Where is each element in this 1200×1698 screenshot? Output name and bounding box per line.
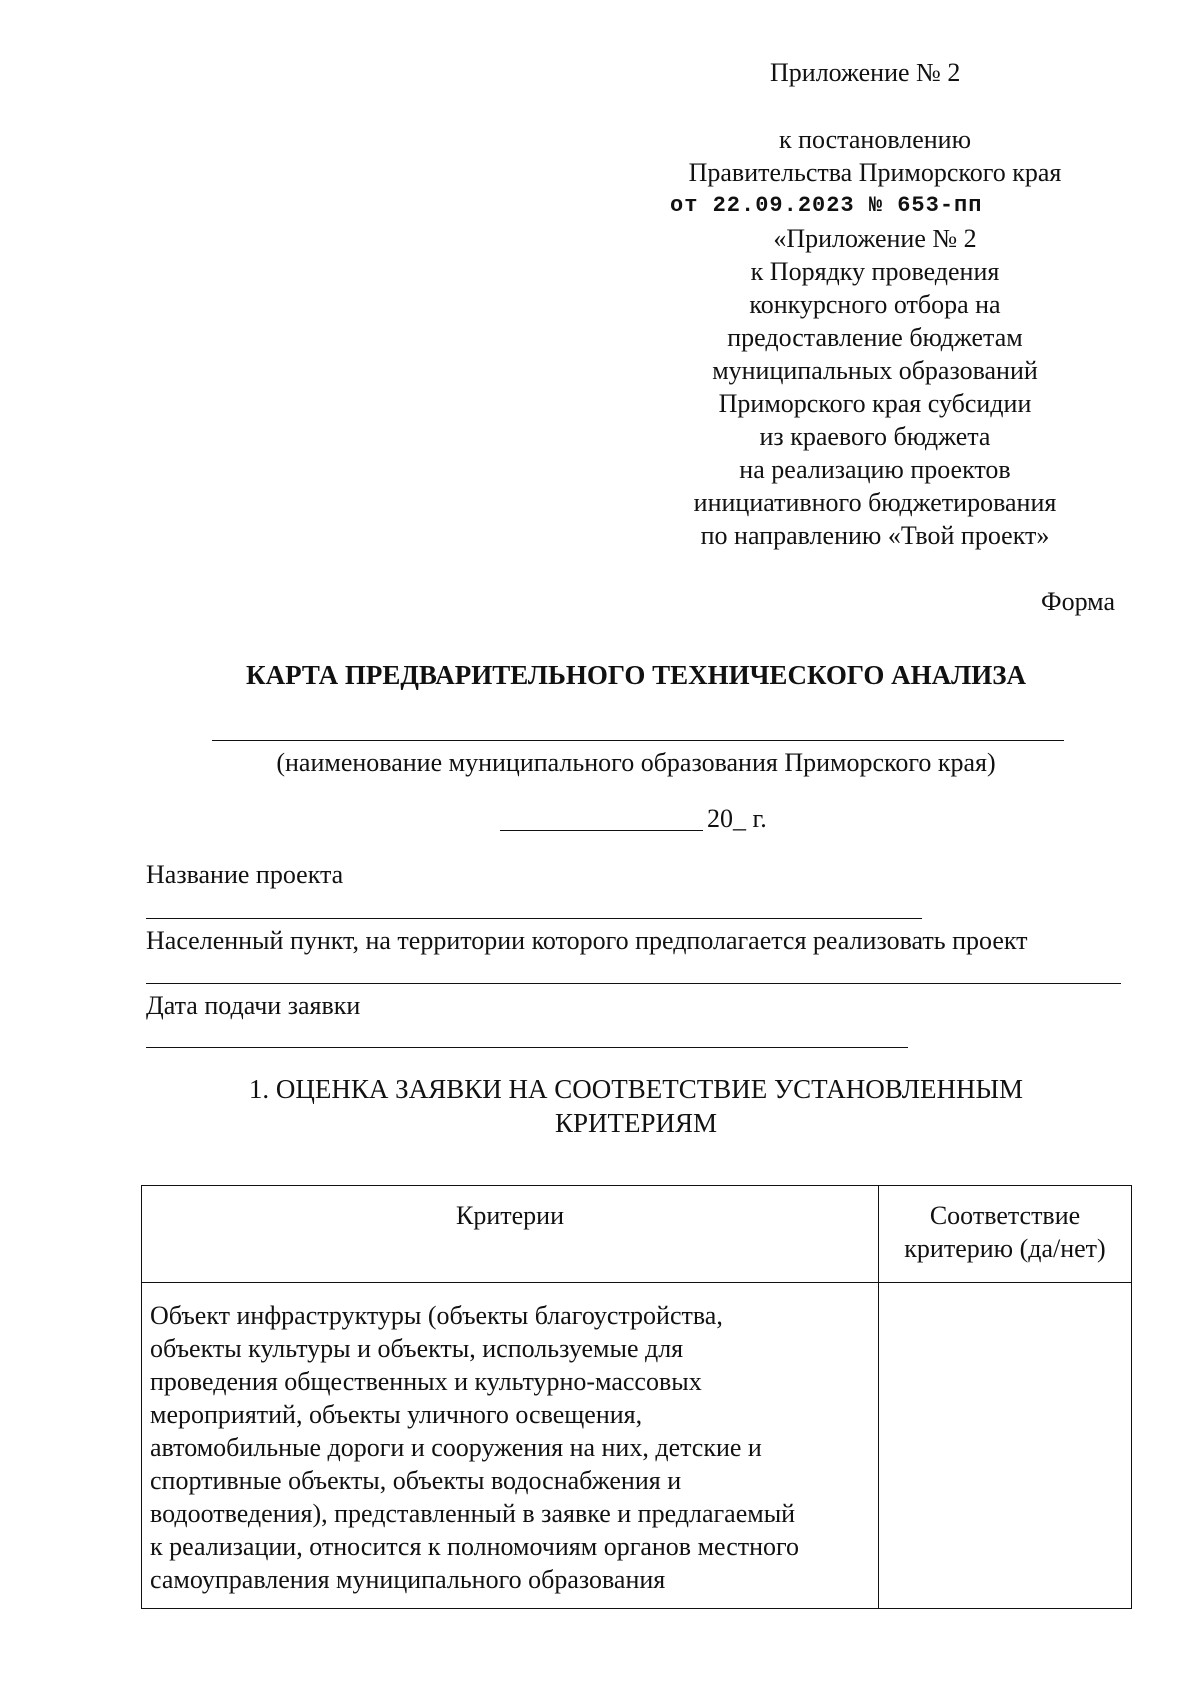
criteria-text-line: мероприятий, объекты уличного освещения,	[150, 1400, 643, 1429]
header-line: по направлению «Твой проект»	[700, 521, 1050, 550]
criteria-text-line: самоуправления муниципального образования	[150, 1565, 666, 1594]
resolution-reference	[650, 123, 1100, 552]
municipality-blank-line	[212, 740, 1064, 741]
header-line: из краевого бюджета	[759, 422, 991, 451]
settlement-label: Населенный пункт, на территории которого предполагается реализовать проект	[146, 926, 1028, 955]
header-line: Правительства Приморского края	[688, 158, 1062, 187]
project-name-line	[146, 918, 922, 919]
project-name-label: Название проекта	[146, 860, 344, 889]
header-line: предоставление бюджетам	[727, 323, 1023, 352]
header-line: муниципальных образований	[712, 356, 1038, 385]
header-line: инициативного бюджетирования	[693, 488, 1057, 517]
header-line: к постановлению	[778, 125, 972, 154]
criteria-cell	[142, 1283, 879, 1609]
municipality-caption: (наименование муниципального образования Приморского края)	[276, 748, 996, 777]
criteria-text-line: автомобильные дороги и сооружения на них, детские и	[150, 1433, 762, 1462]
year-suffix: 20_ г.	[707, 804, 767, 833]
column-header-criteria-label: Критерии	[456, 1201, 564, 1230]
header-line: «Приложение № 2	[773, 224, 977, 253]
criteria-text-line: спортивные объекты, объекты водоснабжения и	[150, 1466, 682, 1495]
column-header-compliance-label: критерию (да/нет)	[904, 1234, 1106, 1263]
section-1-title	[141, 1072, 1131, 1140]
criteria-text-line: проведения общественных и культурно-массовых	[150, 1367, 702, 1396]
form-label: Форма	[1041, 587, 1115, 616]
criteria-text-line: объекты культуры и объекты, используемые для	[150, 1334, 684, 1363]
submission-date-line	[146, 1047, 908, 1048]
settlement-line	[146, 983, 1121, 984]
criteria-text-line: Объект инфраструктуры (объекты благоустройства,	[150, 1301, 723, 1330]
header-line: Приморского края субсидии	[718, 389, 1032, 418]
section-1-title-line: КРИТЕРИЯМ	[554, 1108, 718, 1138]
resolution-number: от 22.09.2023 № 653-пп	[670, 193, 983, 218]
header-line: к Порядку проведения	[750, 257, 1000, 286]
header-line: конкурсного отбора на	[749, 290, 1001, 319]
column-header-compliance-label: Соответствие	[929, 1201, 1081, 1230]
criteria-text-line: к реализации, относится к полномочиям органов местного	[150, 1532, 800, 1561]
table-header-row	[142, 1186, 1132, 1283]
date-blank-line	[500, 830, 703, 831]
criteria-table	[141, 1185, 1132, 1609]
criteria-text-line: водоотведения), представленный в заявке и предлагаемый	[150, 1499, 796, 1528]
submission-date-label: Дата подачи заявки	[146, 991, 361, 1020]
column-header-compliance	[879, 1186, 1132, 1283]
document-title: КАРТА ПРЕДВАРИТЕЛЬНОГО ТЕХНИЧЕСКОГО АНАЛИЗА	[246, 660, 1026, 690]
appendix-number: Приложение № 2	[770, 58, 961, 87]
table-row	[142, 1283, 1132, 1609]
header-line: на реализацию проектов	[739, 455, 1011, 484]
column-header-criteria	[142, 1186, 879, 1283]
section-1-title-line: 1. ОЦЕНКА ЗАЯВКИ НА СООТВЕТСТВИЕ УСТАНОВЛЕННЫМ	[248, 1074, 1024, 1104]
compliance-cell[interactable]	[879, 1283, 1132, 1609]
